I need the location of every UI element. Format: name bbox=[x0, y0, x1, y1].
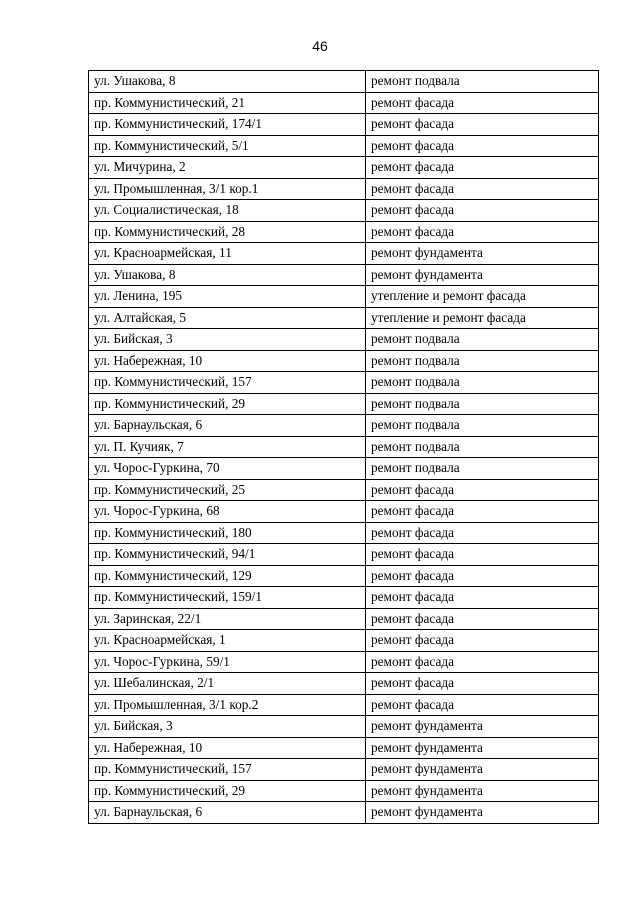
work-type-cell: утепление и ремонт фасада bbox=[366, 307, 599, 329]
work-type-cell: ремонт подвала bbox=[366, 372, 599, 394]
table-row bbox=[89, 71, 599, 93]
address-cell: ул. Заринская, 22/1 bbox=[89, 608, 366, 630]
table-row bbox=[89, 544, 599, 566]
address-cell: пр. Коммунистический, 29 bbox=[89, 780, 366, 802]
address-cell: ул. Чорос-Гуркина, 70 bbox=[89, 458, 366, 480]
work-type-cell: ремонт подвала bbox=[366, 415, 599, 437]
work-type-cell: ремонт подвала bbox=[366, 71, 599, 93]
address-cell: пр. Коммунистический, 157 bbox=[89, 372, 366, 394]
address-cell: пр. Коммунистический, 159/1 bbox=[89, 587, 366, 609]
table-row bbox=[89, 780, 599, 802]
address-cell: ул. Промышленная, 3/1 кор.2 bbox=[89, 694, 366, 716]
address-cell: ул. П. Кучияк, 7 bbox=[89, 436, 366, 458]
work-type-cell: ремонт фасада bbox=[366, 544, 599, 566]
table-row bbox=[89, 522, 599, 544]
table-row bbox=[89, 673, 599, 695]
table-row bbox=[89, 372, 599, 394]
work-type-cell: ремонт фундамента bbox=[366, 802, 599, 824]
address-cell: ул. Бийская, 3 bbox=[89, 329, 366, 351]
work-type-cell: ремонт фундамента bbox=[366, 243, 599, 265]
address-cell: ул. Чорос-Гуркина, 59/1 bbox=[89, 651, 366, 673]
page-number: 46 bbox=[312, 38, 328, 54]
address-cell: пр. Коммунистический, 180 bbox=[89, 522, 366, 544]
address-cell: ул. Ушакова, 8 bbox=[89, 71, 366, 93]
address-cell: ул. Ушакова, 8 bbox=[89, 264, 366, 286]
address-cell: ул. Набережная, 10 bbox=[89, 737, 366, 759]
address-cell: ул. Социалистическая, 18 bbox=[89, 200, 366, 222]
table-row bbox=[89, 630, 599, 652]
table-row bbox=[89, 178, 599, 200]
work-type-cell: ремонт фасада bbox=[366, 479, 599, 501]
table-row bbox=[89, 479, 599, 501]
work-type-cell: ремонт фасада bbox=[366, 694, 599, 716]
table-row bbox=[89, 200, 599, 222]
address-cell: ул. Набережная, 10 bbox=[89, 350, 366, 372]
table-row bbox=[89, 694, 599, 716]
address-cell: ул. Красноармейская, 1 bbox=[89, 630, 366, 652]
address-cell: пр. Коммунистический, 94/1 bbox=[89, 544, 366, 566]
address-cell: пр. Коммунистический, 157 bbox=[89, 759, 366, 781]
table-row bbox=[89, 415, 599, 437]
table-row bbox=[89, 157, 599, 179]
table-row bbox=[89, 587, 599, 609]
table-row bbox=[89, 286, 599, 308]
address-cell: пр. Коммунистический, 174/1 bbox=[89, 114, 366, 136]
address-cell: пр. Коммунистический, 21 bbox=[89, 92, 366, 114]
address-cell: ул. Алтайская, 5 bbox=[89, 307, 366, 329]
table-row bbox=[89, 737, 599, 759]
table-row bbox=[89, 501, 599, 523]
address-cell: пр. Коммунистический, 5/1 bbox=[89, 135, 366, 157]
work-type-cell: ремонт фасада bbox=[366, 522, 599, 544]
address-cell: пр. Коммунистический, 28 bbox=[89, 221, 366, 243]
work-type-cell: ремонт фасада bbox=[366, 135, 599, 157]
work-type-cell: ремонт фасада bbox=[366, 221, 599, 243]
work-type-cell: ремонт фасада bbox=[366, 565, 599, 587]
address-cell: пр. Коммунистический, 129 bbox=[89, 565, 366, 587]
table-row bbox=[89, 651, 599, 673]
table-row bbox=[89, 350, 599, 372]
work-type-cell: ремонт фасада bbox=[366, 501, 599, 523]
work-type-cell: ремонт фасада bbox=[366, 630, 599, 652]
work-type-cell: ремонт фасада bbox=[366, 651, 599, 673]
work-type-cell: ремонт фасада bbox=[366, 157, 599, 179]
table-row bbox=[89, 307, 599, 329]
table-row bbox=[89, 565, 599, 587]
work-type-cell: ремонт фасада bbox=[366, 200, 599, 222]
work-type-cell: ремонт фундамента bbox=[366, 264, 599, 286]
work-type-cell: ремонт фасада bbox=[366, 178, 599, 200]
address-cell: пр. Коммунистический, 29 bbox=[89, 393, 366, 415]
table-row bbox=[89, 135, 599, 157]
table-row bbox=[89, 221, 599, 243]
work-type-cell: ремонт подвала bbox=[366, 393, 599, 415]
table-row bbox=[89, 329, 599, 351]
address-cell: ул. Мичурина, 2 bbox=[89, 157, 366, 179]
address-cell: ул. Чорос-Гуркина, 68 bbox=[89, 501, 366, 523]
work-type-cell: ремонт фасада bbox=[366, 673, 599, 695]
work-type-cell: ремонт подвала bbox=[366, 458, 599, 480]
address-cell: ул. Промышленная, 3/1 кор.1 bbox=[89, 178, 366, 200]
address-cell: ул. Ленина, 195 bbox=[89, 286, 366, 308]
work-type-cell: ремонт фасада bbox=[366, 608, 599, 630]
work-type-cell: утепление и ремонт фасада bbox=[366, 286, 599, 308]
table-row bbox=[89, 608, 599, 630]
work-type-cell: ремонт фундамента bbox=[366, 780, 599, 802]
work-type-cell: ремонт подвала bbox=[366, 436, 599, 458]
work-type-cell: ремонт подвала bbox=[366, 329, 599, 351]
address-cell: ул. Шебалинская, 2/1 bbox=[89, 673, 366, 695]
table-row bbox=[89, 802, 599, 824]
table-row bbox=[89, 436, 599, 458]
work-type-cell: ремонт фасада bbox=[366, 114, 599, 136]
work-type-cell: ремонт фундамента bbox=[366, 759, 599, 781]
address-cell: ул. Барнаульская, 6 bbox=[89, 802, 366, 824]
address-cell: пр. Коммунистический, 25 bbox=[89, 479, 366, 501]
table-row bbox=[89, 393, 599, 415]
address-cell: ул. Барнаульская, 6 bbox=[89, 415, 366, 437]
table-row bbox=[89, 114, 599, 136]
table-row bbox=[89, 92, 599, 114]
work-type-cell: ремонт фасада bbox=[366, 92, 599, 114]
table-row bbox=[89, 458, 599, 480]
work-type-cell: ремонт фундамента bbox=[366, 737, 599, 759]
table-row bbox=[89, 759, 599, 781]
work-type-cell: ремонт фасада bbox=[366, 587, 599, 609]
table-body bbox=[89, 71, 599, 824]
table-row bbox=[89, 264, 599, 286]
work-type-cell: ремонт фундамента bbox=[366, 716, 599, 738]
table-row bbox=[89, 716, 599, 738]
table-row bbox=[89, 243, 599, 265]
address-cell: ул. Бийская, 3 bbox=[89, 716, 366, 738]
address-work-table bbox=[88, 70, 599, 824]
address-cell: ул. Красноармейская, 11 bbox=[89, 243, 366, 265]
work-type-cell: ремонт подвала bbox=[366, 350, 599, 372]
